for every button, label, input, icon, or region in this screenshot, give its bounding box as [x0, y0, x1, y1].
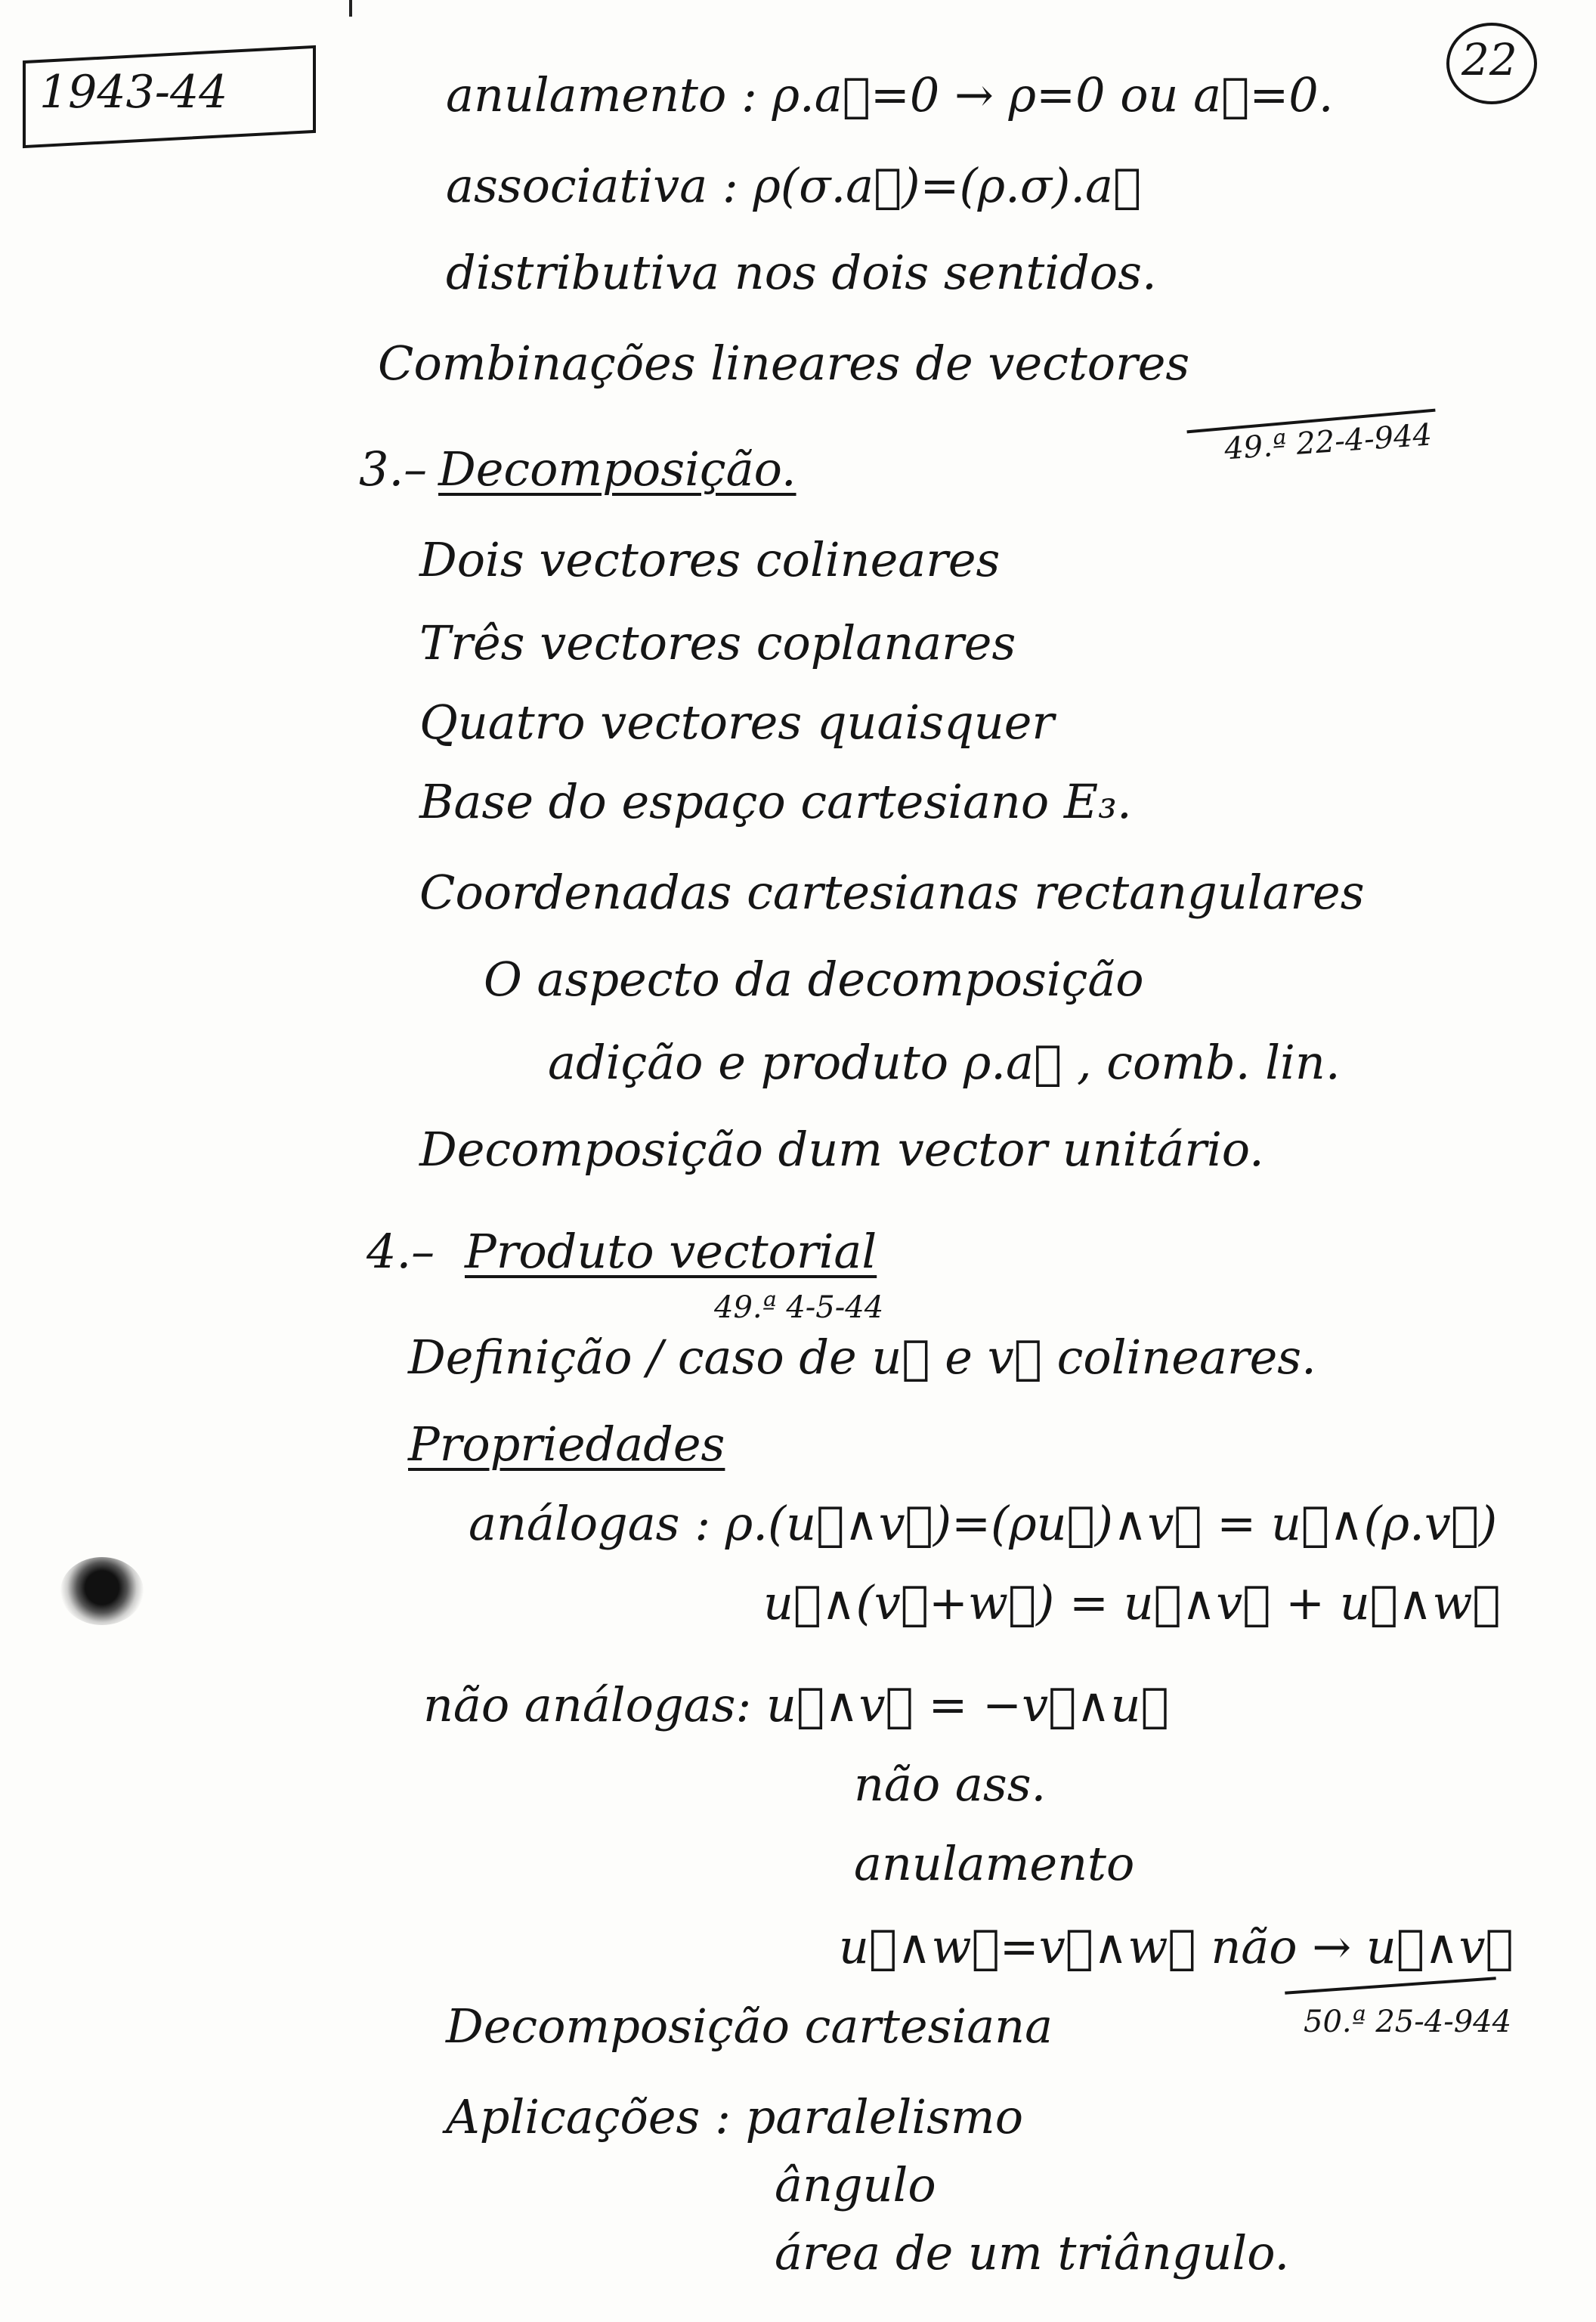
- line-tres-vectores: Três vectores coplanares: [419, 615, 1016, 670]
- page-number: 22: [1461, 34, 1517, 85]
- line-implicacao: u⃗∧w⃗=v⃗∧w⃗ não → u⃗∧v⃗: [839, 1919, 1514, 1974]
- lesson-date-3: 50.ª 25-4-944: [1304, 2005, 1512, 2039]
- ink-blot: [60, 1557, 144, 1625]
- section-3-number: 3.–: [359, 441, 428, 497]
- line-area-triangulo: área de um triângulo.: [775, 2225, 1290, 2280]
- line-base-espaco: Base do espaço cartesiano E₃.: [419, 774, 1132, 829]
- line-analogas-1: análogas : ρ.(u⃗∧v⃗)=(ρu⃗)∧v⃗ = u⃗∧(ρ.v⃗): [469, 1496, 1498, 1551]
- section-3-title: Decomposição.: [438, 441, 796, 497]
- line-associativa: associativa : ρ(σ.a⃗)=(ρ.σ).a⃗: [446, 158, 1142, 213]
- year-label: 1943-44: [39, 66, 228, 119]
- lesson-date-1: 49.ª 22-4-944: [1223, 417, 1434, 467]
- line-decomposicao-unitario: Decomposição dum vector unitário.: [419, 1122, 1264, 1177]
- line-dois-vectores: Dois vectores colineares: [419, 532, 1001, 587]
- section-rule-2: [1285, 1977, 1496, 1995]
- line-aspecto: O aspecto da decomposição: [484, 952, 1144, 1007]
- lesson-date-2: 49.ª 4-5-44: [714, 1290, 884, 1325]
- line-coordenadas: Coordenadas cartesianas rectangulares: [419, 865, 1365, 920]
- line-aplicacoes: Aplicações : paralelismo: [446, 2089, 1024, 2144]
- line-propriedades: Propriedades: [408, 1416, 725, 1472]
- line-adicao: adição e produto ρ.a⃗ , comb. lin.: [548, 1035, 1341, 1090]
- line-combinacoes: Combinações lineares de vectores: [378, 336, 1190, 391]
- line-definicao: Definição / caso de u⃗ e v⃗ colineares.: [408, 1330, 1316, 1385]
- line-analogas-2: u⃗∧(v⃗+w⃗) = u⃗∧v⃗ + u⃗∧w⃗: [763, 1575, 1501, 1630]
- line-distributiva: distributiva nos dois sentidos.: [446, 245, 1157, 300]
- section-4-title: Produto vectorial: [465, 1224, 877, 1279]
- top-edge-mark: [349, 0, 352, 17]
- section-4-number: 4.–: [367, 1224, 435, 1279]
- line-nao-analogas: não análogas: u⃗∧v⃗ = −v⃗∧u⃗: [423, 1677, 1169, 1732]
- line-anulamento-2: anulamento: [854, 1836, 1135, 1891]
- line-nao-ass: não ass.: [854, 1757, 1047, 1812]
- line-decomposicao-cartesiana: Decomposição cartesiana: [446, 1998, 1053, 2054]
- line-anulamento: anulamento : ρ.a⃗=0 → ρ=0 ou a⃗=0.: [446, 67, 1334, 122]
- line-quatro-vectores: Quatro vectores quaisquer: [419, 695, 1055, 750]
- line-angulo: ângulo: [775, 2157, 936, 2212]
